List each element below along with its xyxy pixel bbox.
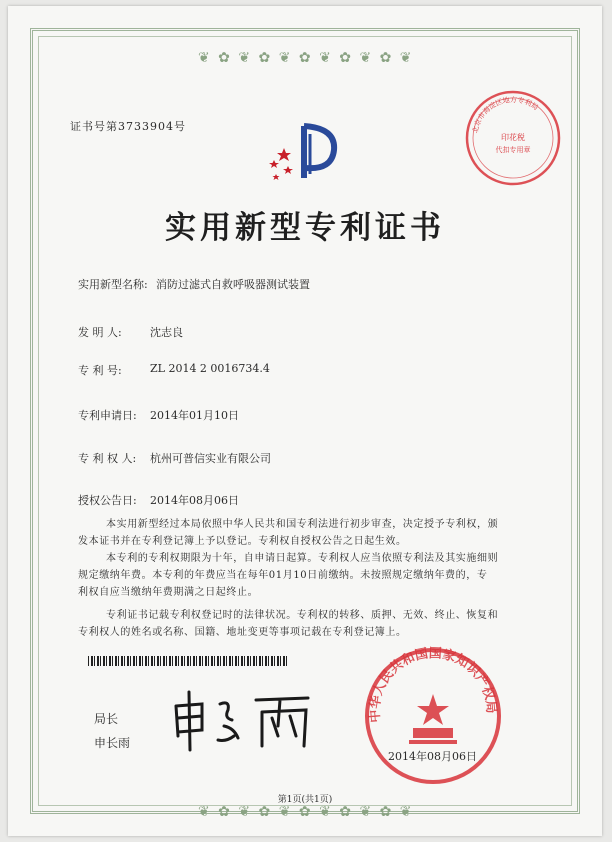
field-value-filing-date: 2014年01月10日 bbox=[150, 409, 239, 422]
top-ornament: ❦ ✿ ❦ ✿ ❦ ✿ ❦ ✿ ❦ ✿ ❦ bbox=[198, 50, 414, 66]
certificate-number: 证书号第3733904号 bbox=[70, 120, 186, 133]
page-footer: 第1页(共1页) bbox=[277, 795, 333, 805]
director-title: 局长 bbox=[94, 712, 119, 726]
director-name: 申长雨 bbox=[94, 736, 131, 750]
patent-office-logo bbox=[266, 118, 346, 188]
field-label-name: 实用新型名称: bbox=[78, 278, 148, 291]
body-line: 专利权人的姓名或名称、国籍、地址变更等事项记载在专利登记簿上。 bbox=[78, 627, 407, 638]
field-value-publication-date: 2014年08月06日 bbox=[150, 494, 239, 507]
field-value-patent-number: ZL 2014 2 0016734.4 bbox=[150, 362, 270, 375]
body-line: 规定缴纳年费。本专利的年费应当在每年01月10日前缴纳。未按照规定缴纳年费的，专 bbox=[78, 570, 488, 581]
official-seal bbox=[363, 646, 503, 786]
field-label-patentee: 专 利 权 人: bbox=[78, 452, 137, 465]
body-line: 专利证书记载专利权登记时的法律状况。专利权的转移、质押、无效、终止、恢复和 bbox=[106, 610, 499, 621]
body-text bbox=[78, 516, 518, 641]
field-value-name: 消防过滤式自救呼吸器测试装置 bbox=[156, 278, 310, 291]
certificate-page bbox=[8, 6, 602, 836]
field-label-publication-date: 授权公告日: bbox=[78, 494, 137, 507]
field-label-filing-date: 专利申请日: bbox=[78, 409, 137, 422]
body-line: 本实用新型经过本局依照中华人民共和国专利法进行初步审查，决定授予专利权，颁 bbox=[106, 519, 499, 530]
seal-date: 2014年08月06日 bbox=[388, 750, 477, 763]
body-line: 本专利的专利权期限为十年，自申请日起算。专利权人应当依照专利法及其实施细则 bbox=[106, 553, 499, 564]
body-line: 利权自应当缴纳年费期满之日起终止。 bbox=[78, 587, 259, 598]
field-value-patentee: 杭州可普信实业有限公司 bbox=[150, 452, 271, 465]
tax-stamp-sub-text: 代扣专用章 bbox=[495, 146, 531, 154]
certificate-title: 实用新型专利证书 bbox=[165, 210, 445, 246]
body-line: 发本证书并在专利登记簿上予以登记。专利权自授权公告之日起生效。 bbox=[78, 536, 407, 547]
tax-stamp-ring-text: 北京市海淀区地方专利局 bbox=[471, 95, 540, 134]
field-value-inventor: 沈志良 bbox=[150, 326, 183, 339]
tax-stamp-center-text: 印花税 bbox=[501, 133, 525, 142]
official-seal-ring-text: 中华人民共和国国家知识产权局 bbox=[367, 646, 499, 724]
field-label-patent-number: 专 利 号: bbox=[78, 364, 122, 377]
tax-stamp bbox=[463, 88, 563, 188]
handwritten-signature bbox=[168, 686, 328, 756]
barcode bbox=[88, 656, 288, 666]
bottom-ornament: ❦ ✿ ❦ ✿ ❦ ✿ ❦ ✿ ❦ ✿ ❦ bbox=[198, 804, 414, 820]
field-label-inventor: 发 明 人: bbox=[78, 326, 122, 339]
